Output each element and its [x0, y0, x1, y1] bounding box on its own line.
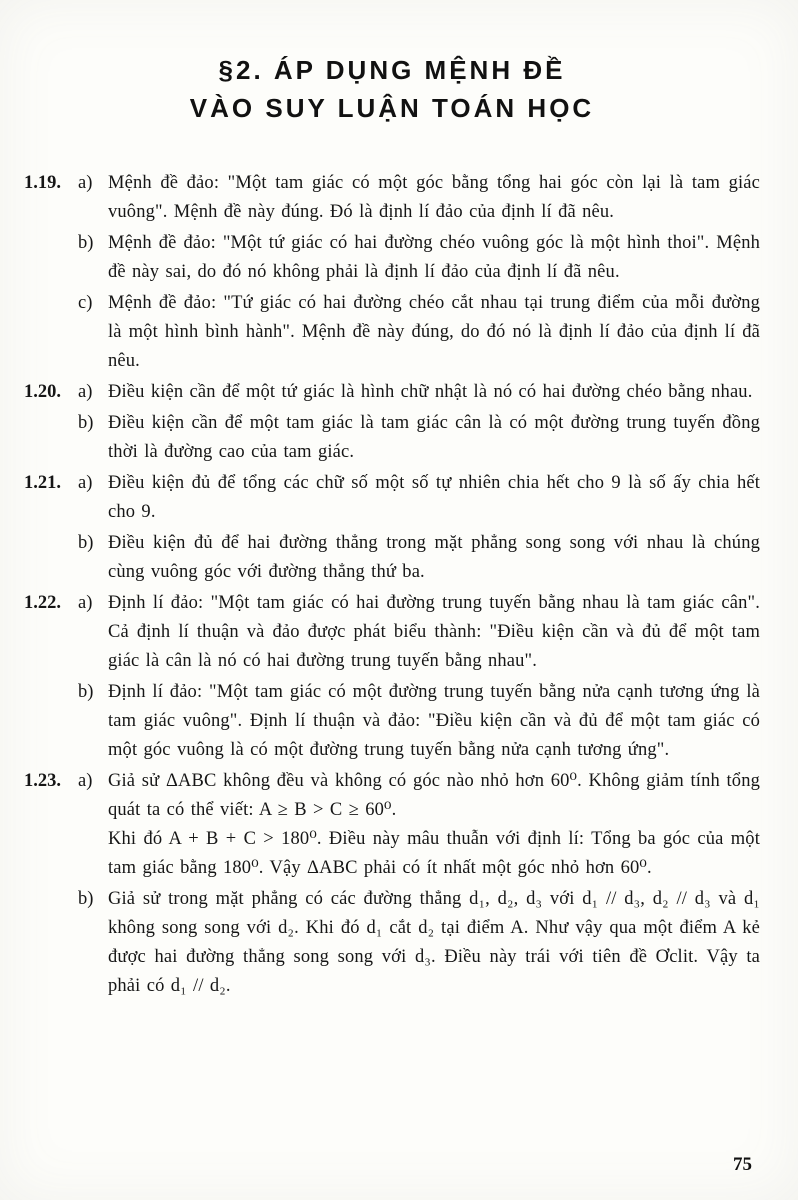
- section-title: [24, 52, 760, 127]
- part-label: a): [78, 771, 93, 792]
- paragraph: Điều kiện đủ để hai đường thẳng trong mặt phẳng song song với nhau là chúng cùng vuông góc với đường thẳng thứ ba.: [108, 533, 760, 583]
- part-label: a): [78, 382, 93, 403]
- problem-part-row: [24, 885, 760, 1001]
- problem-part-row: [24, 409, 760, 467]
- part-label: a): [78, 173, 93, 194]
- part-label: a): [78, 593, 93, 614]
- problem-1-22: [24, 589, 760, 765]
- part-label: b): [78, 889, 94, 910]
- problem-part-row: [24, 469, 760, 527]
- paragraph: Định lí đảo: "Một tam giác có hai đường trung tuyến bằng nhau là tam giác cân". Cả định lí thuận và đảo được phát biểu thành: "Điều kiện cần và đủ để một tam giác là cân là nó có hai đường trung tuyến bằng nhau".: [108, 593, 760, 672]
- paragraph: Mệnh đề đảo: "Một tứ giác có hai đường chéo vuông góc là một hình thoi". Mệnh đề này sai, do đó nó không phải là định lí đảo của định lí đã nêu.: [108, 233, 760, 283]
- part-text: [108, 469, 760, 527]
- page-number: 75: [733, 1154, 752, 1175]
- problem-1-20: [24, 378, 760, 467]
- problem-number: 1.23.: [24, 771, 61, 792]
- part-text: [108, 678, 760, 765]
- paragraph: Giả sử trong mặt phẳng có các đường thẳng d₁, d₂, d₃ với d₁ // d₃, d₂ // d₃ và d₁ không song song với d₂. Khi đó d₁ cắt d₂ tại điểm A. Như vậy qua một điểm A kẻ được hai đường thẳng song song với d₃. Điều này trái với tiên đề Ơclit. Vậy ta phải có d₁ // d₂.: [108, 889, 760, 997]
- part-text: [108, 169, 760, 227]
- paragraph: Mệnh đề đảo: "Một tam giác có một góc bằng tổng hai góc còn lại là tam giác vuông". Mệnh đề này đúng. Đó là định lí đảo của định lí đã nêu.: [108, 173, 760, 223]
- paragraph: Giả sử ΔABC không đều và không có góc nào nhỏ hơn 60⁰. Không giảm tính tổng quát ta có thể viết: A ≥ B > C ≥ 60⁰.: [108, 771, 760, 821]
- part-label: c): [78, 293, 93, 314]
- problem-part-row: [24, 169, 760, 227]
- problem-1-19: [24, 169, 760, 376]
- part-text: [108, 289, 760, 376]
- part-text: [108, 378, 760, 407]
- part-label: a): [78, 473, 93, 494]
- part-text: [108, 409, 760, 467]
- problem-number: 1.20.: [24, 382, 61, 403]
- problem-part-row: [24, 529, 760, 587]
- part-label: b): [78, 682, 94, 703]
- part-label: b): [78, 413, 94, 434]
- section-title-line-1: §2. ÁP DỤNG MỆNH ĐỀ: [218, 55, 566, 85]
- problem-1-21: [24, 469, 760, 587]
- problem-part-row: [24, 289, 760, 376]
- part-text: [108, 529, 760, 587]
- problem-number: 1.21.: [24, 473, 61, 494]
- problem-part-row: [24, 378, 760, 407]
- problem-part-row: [24, 767, 760, 883]
- problem-list: [24, 169, 760, 1001]
- paragraph: Điều kiện đủ để tổng các chữ số một số tự nhiên chia hết cho 9 là số ấy chia hết cho 9.: [108, 473, 760, 523]
- section-title-line-2: VÀO SUY LUẬN TOÁN HỌC: [189, 92, 595, 123]
- problem-1-23: [24, 767, 760, 1001]
- problem-number: 1.22.: [24, 593, 61, 614]
- part-label: b): [78, 233, 94, 254]
- problem-number: 1.19.: [24, 173, 61, 194]
- paragraph: Khi đó A + B + C > 180⁰. Điều này mâu thuẫn với định lí: Tổng ba góc của một tam giác bằng 180⁰. Vậy ΔABC phải có ít nhất một góc nhỏ hơn 60⁰.: [108, 829, 760, 879]
- part-text: [108, 767, 760, 883]
- part-text: [108, 229, 760, 287]
- paragraph: Định lí đảo: "Một tam giác có một đường trung tuyến bằng nửa cạnh tương ứng là tam giác vuông". Định lí thuận và đảo: "Điều kiện cần và đủ để một tam giác có một góc vuông là có một đường trung tuyến bằng nửa cạnh tương ứng".: [108, 682, 760, 761]
- part-label: b): [78, 533, 94, 554]
- paragraph: Điều kiện cần để một tam giác là tam giác cân là có một đường trung tuyến đồng thời là đường cao của tam giác.: [108, 413, 760, 463]
- problem-part-row: [24, 589, 760, 676]
- problem-part-row: [24, 678, 760, 765]
- paragraph: Điều kiện cần để một tứ giác là hình chữ nhật là nó có hai đường chéo bằng nhau.: [108, 382, 753, 403]
- problem-part-row: [24, 229, 760, 287]
- part-text: [108, 885, 760, 1001]
- part-text: [108, 589, 760, 676]
- paragraph: Mệnh đề đảo: "Tứ giác có hai đường chéo cắt nhau tại trung điểm của mỗi đường là một hình bình hành". Mệnh đề này đúng, do đó nó là định lí đảo của định lí đã nêu.: [108, 293, 760, 372]
